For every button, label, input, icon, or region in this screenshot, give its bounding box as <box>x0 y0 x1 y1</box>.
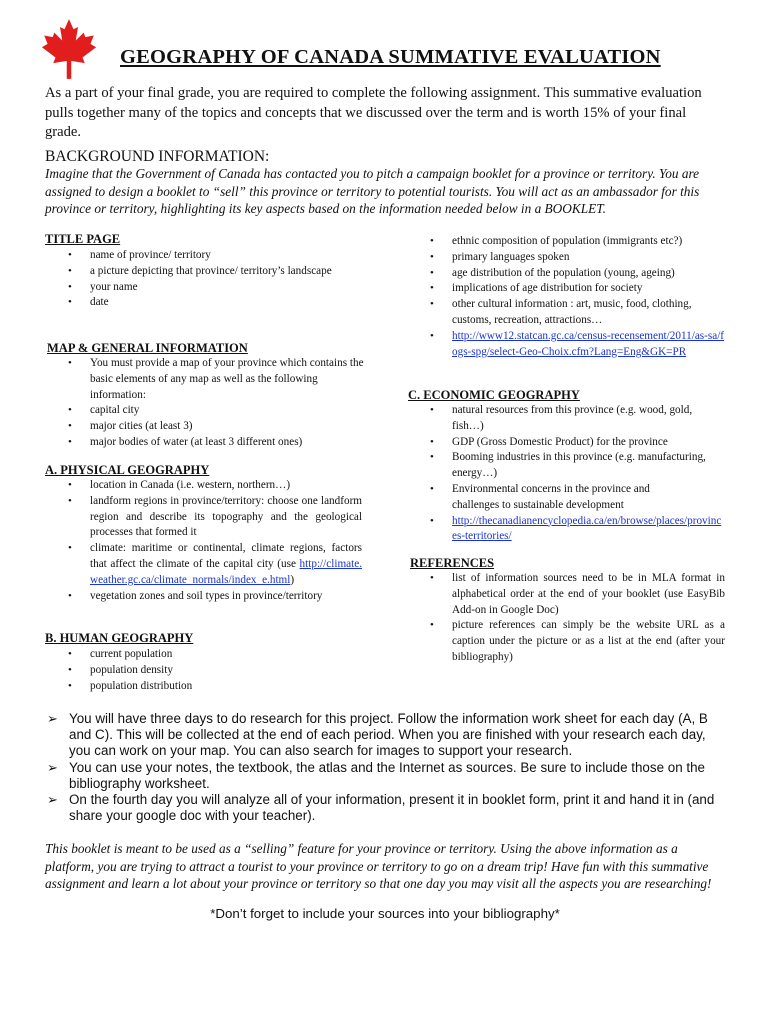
map-general-list <box>68 356 368 451</box>
title-page-heading: TITLE PAGE <box>45 232 121 246</box>
list-item: • GDP (Gross Domestic Product) for the province <box>430 435 725 451</box>
list-item: • landform regions in province/territory: choose one landform region and describe its topography and the geological processes that formed it <box>68 494 362 541</box>
physical-heading: A. PHYSICAL GEOGRAPHY <box>45 463 210 477</box>
list-item: • picture references can simply be the website URL as a caption under the picture or as a list at the end (after your bibliography) <box>430 618 725 665</box>
background-heading: BACKGROUND INFORMATION: <box>45 148 270 165</box>
list-item: • ethnic composition of population (immigrants etc?) <box>430 234 725 250</box>
list-item: • primary languages spoken <box>430 250 725 266</box>
list-item: • major bodies of water (at least 3 different ones) <box>68 435 368 451</box>
list-item: • a picture depicting that province/ territory’s landscape <box>68 264 340 280</box>
references-list <box>430 571 725 666</box>
list-item: • Booming industries in this province (e.g. manufacturing, energy…) <box>430 450 725 482</box>
list-item: • current population <box>68 647 358 663</box>
closing-paragraph: This booklet is meant to be used as a “selling” feature for your province or territory. Using the above information as a platform, you are trying to attract a tourist to your province or territory to go on a dream trip! Have fun with this summative assignment and learn a lot about your province or territory so that one day you may visit all the aspects you are researching! <box>45 841 712 891</box>
list-item <box>430 329 725 361</box>
list-item: • major cities (at least 3) <box>68 419 368 435</box>
map-general-heading: MAP & GENERAL INFORMATION <box>47 341 248 355</box>
page-title: GEOGRAPHY OF CANADA SUMMATIVE EVALUATION <box>120 46 661 68</box>
list-item: • You must provide a map of your province which contains the basic elements of any map as well as the following information: <box>68 356 365 403</box>
physical-list <box>68 478 362 604</box>
bibliography-reminder: *Don’t forget to include your sources into your bibliography* <box>210 906 560 921</box>
encyclopedia-link[interactable]: http://thecanadianencyclopedia.ca/en/browse/places/provinces-territories/ <box>452 514 722 543</box>
list-item: • age distribution of the population (young, ageing) <box>430 266 725 282</box>
human-heading: B. HUMAN GEOGRAPHY <box>45 631 194 645</box>
economic-heading: C. ECONOMIC GEOGRAPHY <box>408 388 580 402</box>
list-item: • your name <box>68 280 358 296</box>
maple-leaf-icon <box>40 18 98 80</box>
list-item: • other cultural information : art, music, food, clothing, customs, recreation, attractions… <box>430 297 725 329</box>
list-item: • population distribution <box>68 679 358 695</box>
climate-link[interactable]: http://climate.weather.gc.ca/climate_normals/index_e.html <box>90 557 362 586</box>
list-item: • natural resources from this province (e.g. wood, gold, fish…) <box>430 403 725 435</box>
list-item: • implications of age distribution for society <box>430 281 725 297</box>
intro-paragraph: As a part of your final grade, you are required to complete the following assignment. This summative evaluation pulls together many of the topics and concepts that we discussed over the term and is worth 15% of your final grade. <box>45 85 702 140</box>
statcan-link[interactable]: http://www12.statcan.gc.ca/census-recensement/2011/as-sa/fogs-spg/select-Geo-Choix.cfm?Lang=Eng&GK=PR <box>452 329 725 358</box>
human-list-right <box>430 234 725 360</box>
background-text: Imagine that the Government of Canada has contacted you to pitch a campaign booklet for a province or territory. You are assigned to design a booklet to “sell” this province or territory to potential tourists. You will act as an ambassador for this province or territory, highlighting its key aspects based on the information needed below in a BOOKLET. <box>45 166 700 216</box>
instructions-list <box>47 711 725 824</box>
list-item: • date <box>68 295 358 311</box>
list-item: • population density <box>68 663 358 679</box>
list-item: ➢ You can use your notes, the textbook, the atlas and the Internet as sources. Be sure to include those on the bibliography worksheet. <box>47 760 725 792</box>
references-heading: REFERENCES <box>410 556 495 570</box>
list-item <box>430 514 725 546</box>
list-item: • list of information sources need to be in MLA format in alphabetical order at the end of your booklet (use EasyBib Add-on in Google Doc) <box>430 571 725 618</box>
list-item: • location in Canada (i.e. western, northern…) <box>68 478 362 494</box>
list-item: • capital city <box>68 403 368 419</box>
list-item: • Environmental concerns in the province and challenges to sustainable development <box>430 482 692 514</box>
list-item: • climate: maritime or continental, climate regions, factors that affect the climate of the capital city (use http://climate.weather.gc.ca/climate_normals/index_e.html) <box>68 541 362 588</box>
list-item: ➢ On the fourth day you will analyze all of your information, present it in booklet form, print it and hand it in (and share your google doc with your teacher). <box>47 792 725 824</box>
list-item: ➢ You will have three days to do research for this project. Follow the information work sheet for each day (A, B and C). This will be collected at the end of each period. When you are finished with your research each day, you can work on your map. You can also search for images to support your research. <box>47 711 725 760</box>
title-page-list <box>68 248 358 311</box>
list-item: • vegetation zones and soil types in province/territory <box>68 589 362 605</box>
human-list-left <box>68 647 358 694</box>
economic-list <box>430 403 725 545</box>
list-item: • name of province/ territory <box>68 248 358 264</box>
